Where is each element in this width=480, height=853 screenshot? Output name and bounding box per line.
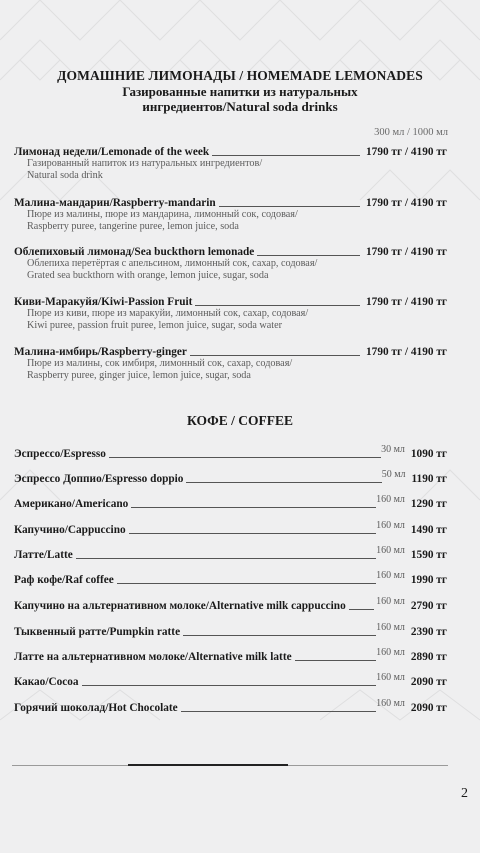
leader-line [349,608,374,610]
item-price: 1290 тг [410,498,447,510]
lemonades-subtitle [0,84,480,114]
item-price: 1090 тг [410,448,447,460]
menu-item [14,469,447,485]
item-name: Латте/Latte [14,549,73,561]
item-price: 2390 тг [410,626,447,638]
item-price: 2890 тг [410,651,447,663]
menu-item [14,146,447,182]
item-volume: 160 мл [376,647,405,658]
leader-line [131,506,376,508]
item-price: 2790 тг [410,600,447,612]
leader-line [183,634,376,636]
item-name: Лимонад недели/Lemonade of the week [14,146,210,158]
page-number: 2 [461,786,468,801]
menu-item [14,622,447,638]
item-name: Малина-мандарин/Raspberry-mandarin [14,197,216,209]
menu-item [14,520,447,536]
item-name: Горячий шоколад/Hot Chocolate [14,702,178,714]
item-description-en: Kiwi puree, passion fruit puree, lemon juice, sugar, soda water [27,320,283,331]
lemonades-title: ДОМАШНИЕ ЛИМОНАДЫ / HOMEMADE LEMONADES [57,68,423,83]
item-description-en: Natural soda drink [27,170,103,181]
item-name: Малина-имбирь/Raspberry-ginger [14,346,187,358]
item-price: 1490 тг [410,524,447,536]
item-name: Капучино на альтернативном молоке/Alternative milk cappuccino [14,600,346,612]
item-name: Раф кофе/Raf coffee [14,574,114,586]
item-price: 1990 тг [410,574,447,586]
item-price: 1790 тг / 4190 тг [366,246,447,258]
item-description-en: Raspberry puree, tangerine puree, lemon juice, soda [27,221,239,232]
item-volume: 30 мл [381,444,405,455]
item-price: 1590 тг [410,549,447,561]
subtitle-line-2: ингредиентов/Natural soda drinks [142,99,338,114]
leader-line [257,254,360,256]
item-description-ru: Облепиха перетёртая с апельсином, лимонный сок, сахар, содовая/ [27,258,318,269]
leader-line [219,205,360,207]
item-price: 2090 тг [410,702,447,714]
subtitle-line-1: Газированные напитки из натуральных [122,84,358,99]
item-volume: 160 мл [376,570,405,581]
leader-line [186,481,381,483]
leader-line [295,659,376,661]
footer-accent-line [128,764,288,767]
item-price: 1790 тг / 4190 тг [366,146,447,158]
menu-item [14,647,447,663]
item-name: Эспрессо/Espresso [14,448,106,460]
item-description-ru: Пюре из киви, пюре из маракуйи, лимонный сок, сахар, содовая/ [27,308,309,319]
item-name: Американо/Americano [14,498,129,510]
coffee-title: КОФЕ / COFFEE [187,413,293,428]
item-name: Какао/Cocoa [14,676,79,688]
item-name: Киви-Маракуйя/Kiwi-Passion Fruit [14,296,193,308]
menu-item [14,596,447,612]
leader-line [195,304,360,306]
item-name: Тыквенный ратте/Pumpkin ratte [14,626,181,638]
item-volume: 160 мл [376,520,405,531]
item-price: 1190 тг [411,473,447,485]
menu-item [14,494,447,510]
item-name: Капучино/Cappuccino [14,524,126,536]
item-name: Латте на альтернативном молоке/Alternative milk latte [14,651,292,663]
item-price: 1790 тг / 4190 тг [366,197,447,209]
item-description-ru: Пюре из малины, сок имбиря, лимонный сок, сахар, содовая/ [27,358,293,369]
item-price: 1790 тг / 4190 тг [366,296,447,308]
leader-line [129,532,376,534]
item-description-en: Grated sea buckthorn with orange, lemon juice, sugar, soda [27,270,269,281]
item-description-ru: Газированный напиток из натуральных ингредиентов/ [27,158,263,169]
menu-item [14,570,447,586]
item-volume: 160 мл [376,596,405,607]
item-volume: 160 мл [376,672,405,683]
item-name: Облепиховый лимонад/Sea buckthorn lemonade [14,246,255,258]
item-volume: 160 мл [376,545,405,556]
menu-item [14,672,447,688]
item-name: Эспрессо Доппио/Espresso doppio [14,473,184,485]
item-volume: 160 мл [376,698,405,709]
menu-item [14,545,447,561]
leader-line [82,684,376,686]
item-description-en: Raspberry puree, ginger juice, lemon juice, sugar, soda [27,370,251,381]
leader-line [76,557,376,559]
leader-line [109,456,381,458]
item-price: 2090 тг [410,676,447,688]
item-description-ru: Пюре из малины, пюре из мандарина, лимонный сок, содовая/ [27,209,298,220]
item-volume: 160 мл [376,494,405,505]
menu-item [14,246,447,282]
menu-item [14,296,447,332]
item-volume: 160 мл [376,622,405,633]
menu-item [14,346,447,382]
leader-line [212,154,360,156]
item-volume: 50 мл [381,469,406,480]
menu-item [14,698,447,714]
menu-item [14,444,447,460]
leader-line [117,582,376,584]
leader-line [190,354,360,356]
leader-line [181,710,376,712]
item-price: 1790 тг / 4190 тг [366,346,447,358]
menu-item [14,197,447,233]
volume-header: 300 мл / 1000 мл [374,127,448,138]
